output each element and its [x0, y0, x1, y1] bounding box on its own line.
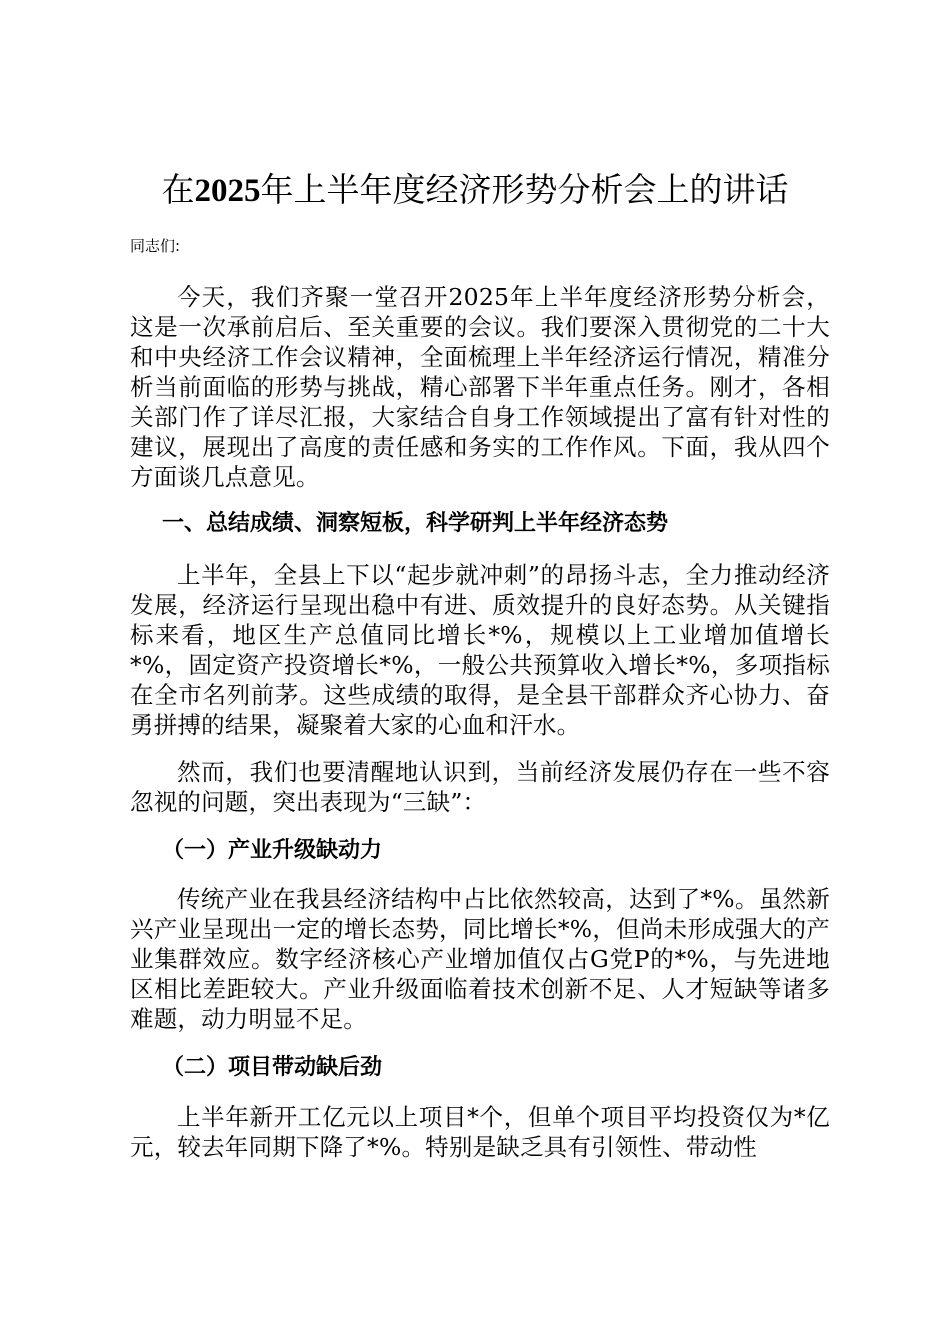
document-title [100, 166, 850, 215]
subsection-heading-2: （二）项目带动缺后劲 [162, 1055, 383, 1080]
title-year: 2025 [194, 173, 261, 209]
section1-paragraph-1: 上半年，全县上下以“起步就冲刺”的昂扬斗志，全力推动经济发展，经济运行呈现出稳中有进、质效提升的良好态势。从关键指标来看，地区生产总值同比增长*%，规模以上工业增加值增长*%，固定资产投资增长*%，一般公共预算收入增长*%，多项指标在全市名列前茅。这些成绩的取得，是全县干部群众齐心协力、奋勇拼搏的结果，凝聚着大家的心血和汗水。 [130, 561, 830, 739]
subsection1-paragraph: 传统产业在我县经济结构中占比依然较高，达到了*%。虽然新兴产业呈现出一定的增长态势，同比增长*%，但尚未形成强大的产业集群效应。数字经济核心产业增加值仅占G党P的*%，与先进地区相比差距较大。产业升级面临着技术创新不足、人才短缺等诸多难题，动力明显不足。 [130, 885, 830, 1033]
subsection-heading-1: （一）产业升级缺动力 [162, 838, 383, 863]
title-suffix: 年上半年度经济形势分析会上的讲话 [260, 170, 789, 209]
section1-paragraph-2: 然而，我们也要清醒地认识到，当前经济发展仍存在一些不容忽视的问题，突出表现为“三缺”： [130, 758, 830, 816]
section-heading-1: 一、总结成绩、洞察短板，科学研判上半年经济态势 [162, 511, 669, 536]
intro-paragraph: 今天，我们齐聚一堂召开2025年上半年度经济形势分析会，这是一次承前启后、至关重要的会议。我们要深入贯彻党的二十大和中央经济工作会议精神，全面梳理上半年经济运行情况，精准分析当前面临的形势与挑战，精心部署下半年重点任务。刚才，各相关部门作了详尽汇报，大家结合自身工作领域提出了富有针对性的建议，展现出了高度的责任感和务实的工作作风。下面，我从四个方面谈几点意见。 [130, 283, 830, 491]
subsection2-paragraph: 上半年新开工亿元以上项目*个，但单个项目平均投资仅为*亿元，较去年同期下降了*%。特别是缺乏具有引领性、带动性 [130, 1103, 830, 1161]
title-prefix: 在 [161, 170, 195, 209]
salutation: 同志们: [130, 237, 181, 255]
